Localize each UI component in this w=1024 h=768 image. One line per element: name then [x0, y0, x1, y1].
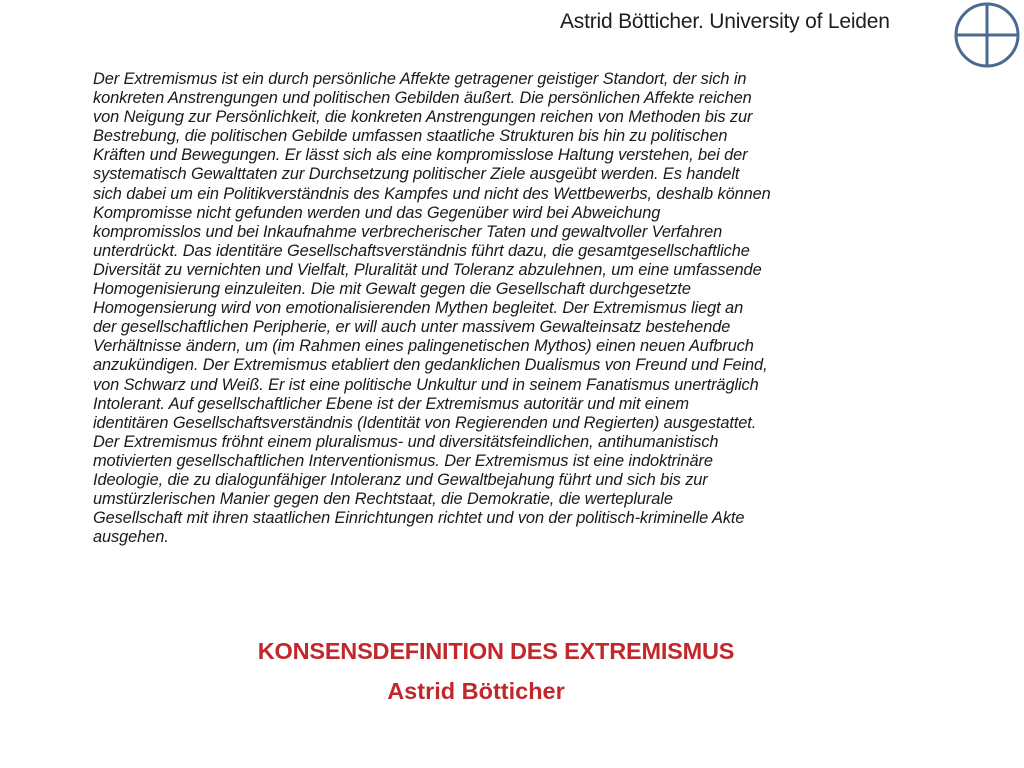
paragraph-line: konkreten Anstrengungen und politischen Gebilden äußert. Die persönlichen Affekte reichen	[93, 89, 752, 108]
header-credit: Astrid Bötticher. University of Leiden	[560, 10, 890, 33]
main-title: KONSENSDEFINITION DES EXTREMISMUS	[257, 638, 735, 664]
paragraph-line: motivierten gesellschaftlichen Interventionismus. Der Extremismus ist eine indoktrinäre	[93, 451, 713, 470]
paragraph-line: Der Extremismus fröhnt einem pluralismus- und diversitätsfeindlichen, antihumanistisch	[93, 432, 719, 451]
paragraph-line: Homogensierung wird von emotionalisierenden Mythen begleitet. Der Extremismus liegt an	[93, 299, 744, 318]
paragraph-line: Intolerant. Auf gesellschaftlicher Ebene ist der Extremismus autoritär und mit einem	[93, 394, 689, 413]
paragraph-line: Diversität zu vernichten und Vielfalt, Pluralität und Toleranz abzulehnen, um eine umfassende	[93, 260, 762, 279]
paragraph-line: der gesellschaftlichen Peripherie, er will auch unter massivem Gewalteinsatz bestehende	[93, 318, 731, 337]
paragraph-line: umstürzlerischen Manier gegen den Rechtstaat, die Demokratie, die werteplurale	[93, 490, 673, 509]
paragraph-line: von Neigung zur Persönlichkeit, die konkreten Anstrengungen reichen von Methoden bis zur	[93, 108, 753, 127]
circle-cross-icon	[953, 1, 1021, 69]
paragraph-line: von Schwarz und Weiß. Er ist eine politische Unkultur und in seinem Fanatismus unerträglich	[93, 375, 759, 394]
paragraph-line: sich dabei um ein Politikverständnis des Kampfes und nicht des Wettbewerbs, deshalb können	[93, 184, 771, 203]
paragraph-line: Kräften und Bewegungen. Er lässt sich als eine kompromisslose Haltung verstehen, bei der	[93, 146, 748, 165]
paragraph-line: Verhältnisse ändern, um (im Rahmen eines palingenetischen Mythos) einen neuen Aufbruch	[93, 337, 754, 356]
definition-paragraph	[93, 70, 963, 547]
paragraph-line: identitären Gesellschaftsverständnis (Identität von Regierenden und Regierten) ausgestattet.	[93, 413, 757, 432]
paragraph-line: ausgehen.	[93, 528, 169, 547]
paragraph-line: systematisch Gewalttaten zur Durchsetzung politischer Ziele ausgeübt werden. Es handelt	[93, 165, 740, 184]
author-title: Astrid Bötticher	[387, 678, 565, 704]
paragraph-line: unterdrückt. Das identitäre Gesellschaftsverständnis führt dazu, die gesamtgesellschaftliche	[93, 241, 750, 260]
paragraph-line: Gesellschaft mit ihren staatlichen Einrichtungen richtet und von der politisch-kriminelle Akte	[93, 509, 745, 528]
paragraph-line: Ideologie, die zu dialogunfähiger Intoleranz und Gewaltbejahung führt und sich bis zur	[93, 470, 708, 489]
paragraph-line: Der Extremismus ist ein durch persönliche Affekte getragener geistiger Standort, der sich in	[93, 70, 747, 88]
paragraph-line: Bestrebung, die politischen Gebilde umfassen staatliche Strukturen bis hin zu politischen	[93, 127, 728, 146]
paragraph-line: Kompromisse nicht gefunden werden und das Gegenüber wird bei Abweichung	[93, 203, 661, 222]
paragraph-line: Homogenisierung einzuleiten. Die mit Gewalt gegen die Gesellschaft durchgesetzte	[93, 280, 691, 299]
paragraph-line: anzukündigen. Der Extremismus etabliert den gedanklichen Dualismus von Freund und Feind,	[93, 356, 768, 375]
paragraph-line: kompromisslos und bei Inkaufnahme verbrecherischer Taten und gewaltvoller Verfahren	[93, 222, 723, 241]
